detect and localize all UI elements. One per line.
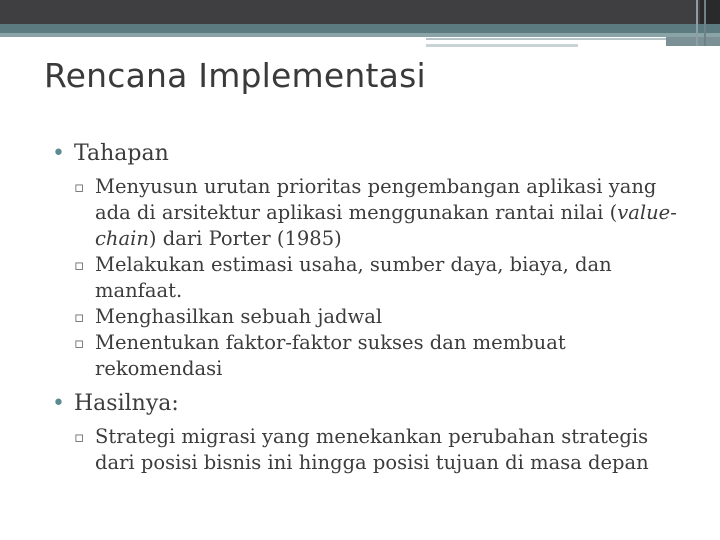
list-item-text: Menentukan faktor-faktor sukses dan membuat rekomendasi <box>95 331 566 380</box>
header-accent-line <box>426 38 671 40</box>
bullet-dot-icon: • <box>52 391 65 416</box>
bullet-dot-icon: • <box>52 141 65 166</box>
header-accent-block <box>666 37 720 46</box>
list-item <box>52 330 692 382</box>
square-bullet-icon: ▫ <box>74 256 85 274</box>
list-item-emphasis: value-chain <box>95 201 677 250</box>
section-heading-label: Hasilnya: <box>74 391 179 416</box>
section-heading-hasilnya <box>52 390 692 418</box>
section-heading-label: Tahapan <box>74 141 169 166</box>
square-bullet-icon: ▫ <box>74 428 85 446</box>
header-vertical-stripe <box>704 0 706 46</box>
list-item <box>52 174 692 252</box>
square-bullet-icon: ▫ <box>74 308 85 326</box>
hasilnya-list <box>52 424 692 476</box>
list-item-text: Melakukan estimasi usaha, sumber daya, biaya, dan manfaat. <box>95 253 612 302</box>
square-bullet-icon: ▫ <box>74 334 85 352</box>
list-item <box>52 252 692 304</box>
slide-title: Rencana Implementasi <box>44 56 426 95</box>
header-corner-block <box>700 0 720 24</box>
list-item <box>52 304 692 330</box>
list-item-text: Strategi migrasi yang menekankan perubahan strategis dari posisi bisnis ini hingga posisi tujuan di masa depan <box>95 425 649 474</box>
header-teal-band-light <box>0 33 720 37</box>
section-heading-tahapan <box>52 140 692 168</box>
header-vertical-stripe <box>696 0 698 46</box>
tahapan-list <box>52 174 692 382</box>
list-item-text: ) dari Porter (1985) <box>148 227 342 250</box>
list-item-text: Menyusun urutan prioritas pengembangan aplikasi yang ada di arsitektur aplikasi menggunakan rantai nilai ( <box>95 175 657 224</box>
square-bullet-icon: ▫ <box>74 178 85 196</box>
header-accent-line <box>426 44 578 47</box>
header-teal-band <box>0 24 720 33</box>
list-item-text: Menghasilkan sebuah jadwal <box>95 305 383 328</box>
slide-content <box>52 140 692 476</box>
header-dark-bar <box>0 0 700 24</box>
list-item <box>52 424 692 476</box>
